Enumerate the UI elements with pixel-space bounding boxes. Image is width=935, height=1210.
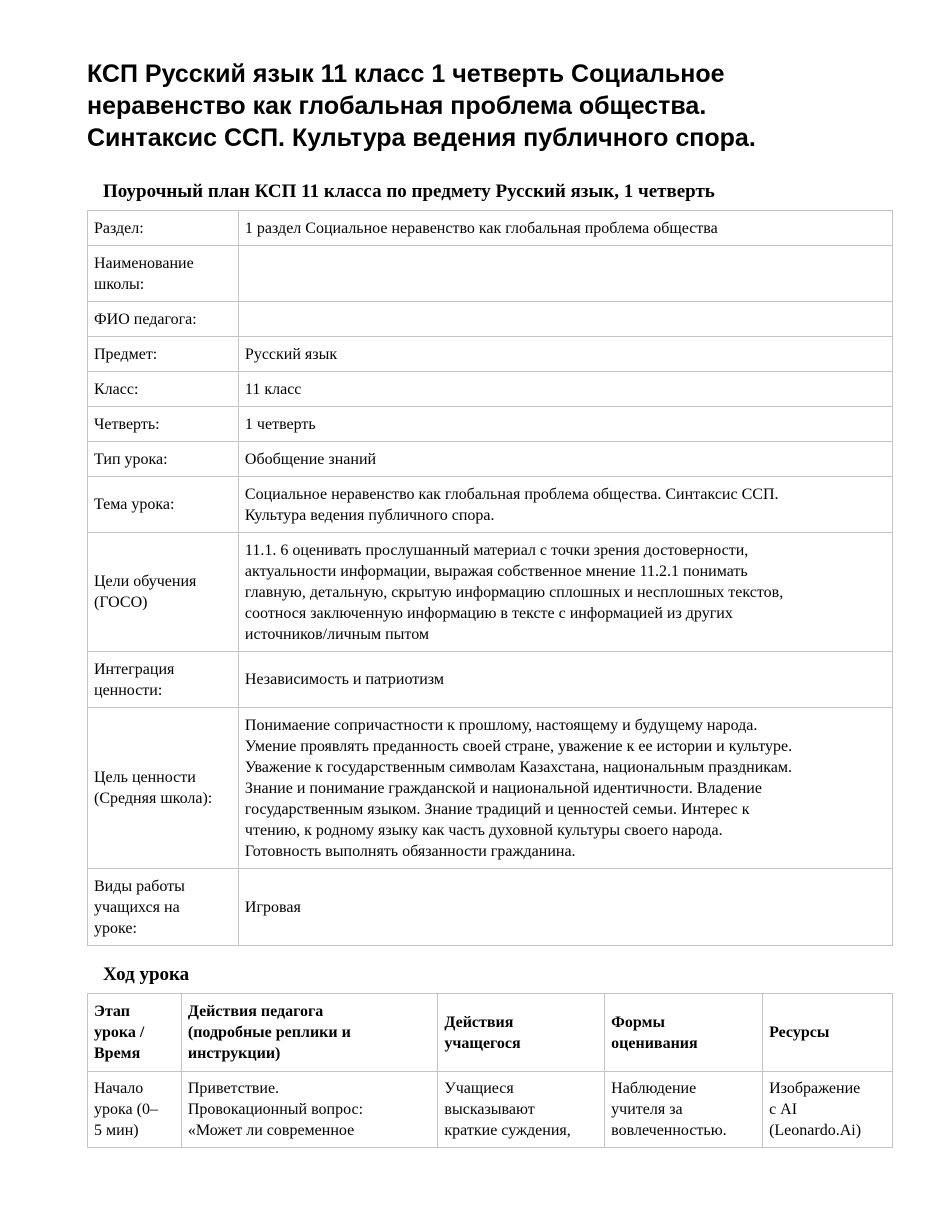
info-label-line: учащихся на [94,898,180,916]
info-value [238,302,892,337]
info-value-line: чтению, к родному языку как часть духовной культуры своего народа. [244,821,723,839]
column-header-line: Ресурсы [769,1024,830,1041]
info-label-line: ценности: [94,681,163,699]
info-value-line: Понимаение сопричастности к прошлому, настоящему и будущему народа. [244,716,758,734]
info-row [88,533,893,652]
info-label [88,407,239,442]
info-value [238,533,892,652]
info-value [238,652,892,708]
course-cell [181,1072,438,1148]
info-value-line: Умение проявлять преданность своей стране, уважение к ее истории и культуре. [244,737,793,755]
info-row [88,708,893,869]
info-label-line: Предмет: [94,345,158,363]
course-cell [763,1072,893,1148]
info-value-line: Независимость и патриотизм [244,671,445,688]
column-header-line: Формы [611,1013,665,1031]
column-header-line: инструкции) [187,1045,281,1062]
course-cell-line: (Leonardo.Ai) [769,1122,862,1139]
info-label-line: уроке: [94,919,137,937]
info-value-line: Обобщение знаний [244,450,377,468]
info-label-line: Наименование [94,254,194,272]
info-value-line: Русский язык [244,345,338,363]
course-cell-line: Приветствие. [187,1080,280,1097]
course-column-header [438,994,605,1072]
info-label-line: (Средняя школа): [94,790,213,807]
column-header-line: урока / [94,1024,145,1041]
info-label-line: Класс: [94,380,139,398]
course-body [88,1072,893,1148]
course-header-row [88,994,893,1072]
column-header-line: Время [94,1045,141,1062]
info-value [238,869,892,946]
course-column-header [88,994,182,1072]
info-row [88,442,893,477]
info-row [88,211,893,246]
info-value [238,708,892,869]
course-cell-line: высказывают [444,1101,535,1118]
info-row [88,246,893,302]
info-value-line: Готовность выполнять обязанности гражданина. [244,842,576,860]
info-label-line: Виды работы [94,877,185,895]
info-value-line: Культура ведения публичного спора. [244,506,495,524]
course-cell-line: Изображение [769,1080,861,1097]
title-line: Синтаксис ССП. Культура ведения публичного спора. [87,124,756,152]
column-header-line: Этап [94,1003,130,1020]
course-column-header [181,994,438,1072]
info-label-line: (ГОСО) [94,594,148,611]
info-value-line: Уважение к государственным символам Казахстана, национальным праздникам. [244,758,793,776]
course-column-header [605,994,763,1072]
course-cell-line: Провокационный вопрос: [187,1101,364,1118]
info-value-line: соотнося заключенную информацию в тексте с информацией из других [244,604,733,622]
info-value-line: Знание и понимание гражданской и национальной идентичности. Владение [244,779,762,797]
info-value-line: главную, детальную, скрытую информацию сплошных и несплошных текстов, [244,583,784,601]
info-label [88,442,239,477]
info-label [88,211,239,246]
info-value-line: источников/личным пытом [244,625,430,643]
info-label [88,708,239,869]
info-row [88,337,893,372]
info-value [238,407,892,442]
info-row [88,407,893,442]
info-label [88,869,239,946]
column-header-line: Действия [444,1013,514,1031]
course-cell [88,1072,182,1148]
document-title [87,58,877,154]
course-cell-line: урока (0– [94,1101,158,1118]
course-cell-line: с AI [769,1101,798,1118]
info-value [238,337,892,372]
info-value-line: 1 раздел Социальное неравенство как глобальная проблема общества [244,219,718,237]
info-value [238,372,892,407]
info-label [88,533,239,652]
info-value [238,477,892,533]
info-label-line: ФИО педагога: [94,310,197,328]
info-value [238,442,892,477]
info-label [88,477,239,533]
course-heading: Ход урока [103,964,190,985]
info-label-line: Четверть: [94,415,160,433]
course-column-header [763,994,893,1072]
course-cell-line: вовлеченностью. [611,1122,727,1139]
course-cell-line: краткие суждения, [444,1122,571,1139]
info-label [88,302,239,337]
course-cell [438,1072,605,1148]
info-value-line: государственным языком. Знание традиций и ценностей семьи. Интерес к [244,800,750,818]
lesson-course-table [87,993,893,1148]
course-cell-line: 5 мин) [94,1122,139,1139]
info-label-line: Раздел: [94,219,144,237]
info-row [88,477,893,533]
info-label [88,337,239,372]
info-row [88,372,893,407]
info-label-line: Цели обучения [94,573,197,590]
info-value-line: Игровая [244,898,301,916]
info-label-line: Цель ценности [94,769,196,786]
info-label [88,652,239,708]
column-header-line: оценивания [611,1034,698,1052]
course-cell-line: Учащиеся [444,1080,514,1097]
column-header-line: Действия педагога [187,1003,324,1020]
course-cell [605,1072,763,1148]
plan-heading: Поурочный план КСП 11 класса по предмету Русский язык, 1 четверть [103,181,715,202]
info-row [88,652,893,708]
info-label-line: школы: [94,275,145,293]
course-cell-line: Наблюдение [611,1080,697,1097]
info-label [88,246,239,302]
info-row [88,302,893,337]
info-value [238,211,892,246]
lesson-info-body [88,211,893,946]
title-line: КСП Русский язык 11 класс 1 четверть Социальное [87,60,725,88]
title-line: неравенство как глобальная проблема общества. [87,92,707,120]
info-label [88,372,239,407]
info-label-line: Тема урока: [94,496,175,513]
info-row [88,869,893,946]
course-cell-line: «Может ли современное [187,1122,355,1139]
course-cell-line: учителя за [611,1101,683,1118]
info-value [238,246,892,302]
course-cell-line: Начало [94,1080,144,1097]
course-row [88,1072,893,1148]
info-value-line: 11.1. 6 оценивать прослушанный материал с точки зрения достоверности, [244,541,749,559]
info-label-line: Интеграция [94,660,175,678]
info-value-line: 11 класс [244,380,302,398]
lesson-info-table [87,210,893,946]
column-header-line: (подробные реплики и [187,1024,351,1041]
info-value-line: Социальное неравенство как глобальная проблема общества. Синтаксис ССП. [244,485,779,503]
info-label-line: Тип урока: [94,450,168,468]
column-header-line: учащегося [444,1034,521,1052]
info-value-line: 1 четверть [244,415,316,433]
info-value-line: актуальности информации, выражая собственное мнение 11.2.1 понимать [244,562,748,580]
